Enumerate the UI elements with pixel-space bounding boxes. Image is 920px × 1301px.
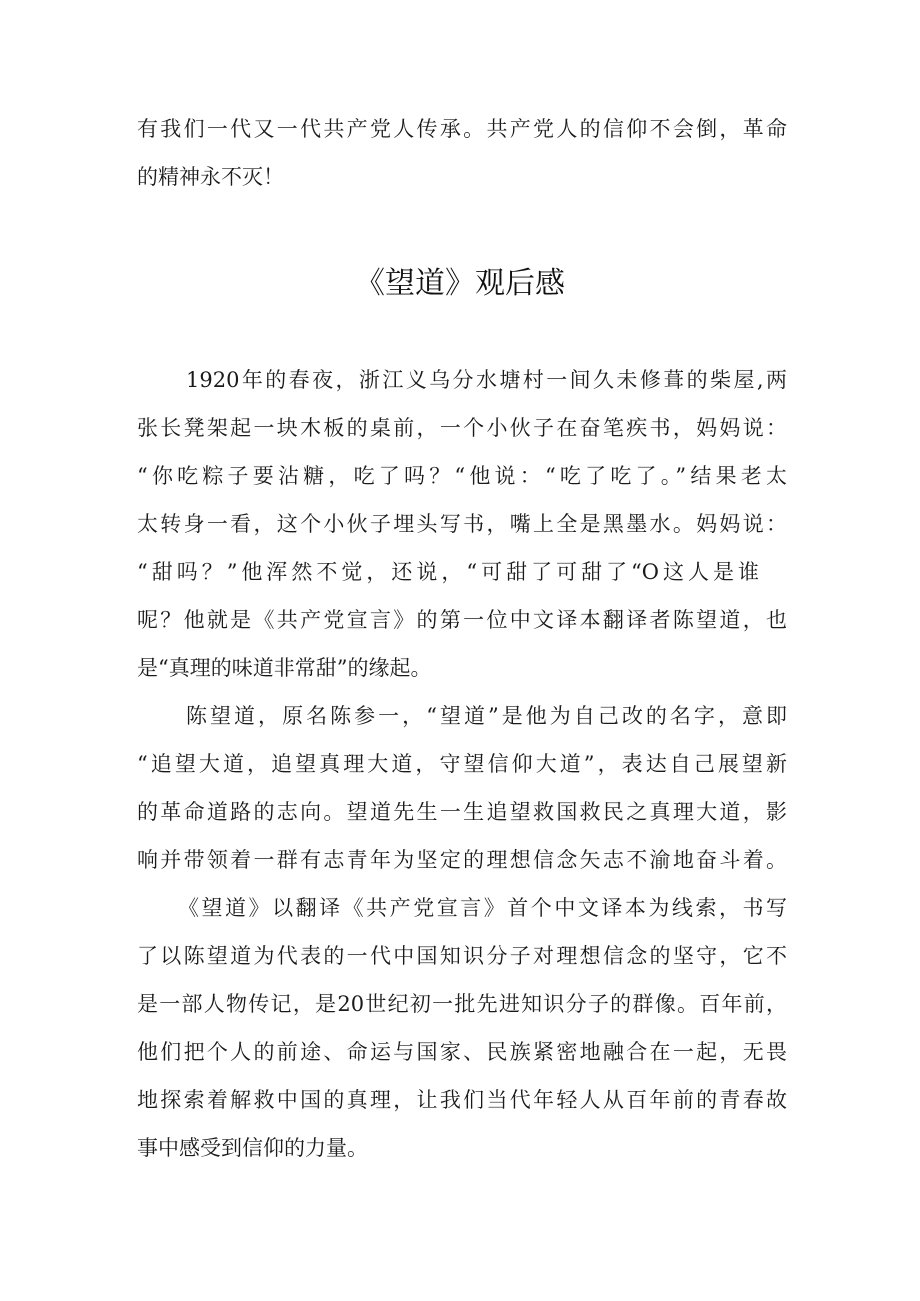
- text-line: 张长凳架起一块木板的桌前，一个小伙子在奋笔疾书，妈妈说：: [137, 416, 787, 440]
- text-line: 响并带领着一群有志青年为坚定的理想信念矢志不渝地奋斗着。: [137, 848, 787, 872]
- text-line: 他们把个人的前途、命运与国家、民族紧密地融合在一起，无畏: [137, 1040, 787, 1064]
- text-line: 陈望道，原名陈参一，“望道”是他为自己改的名字，意即: [186, 704, 787, 728]
- text-line: 《望道》以翻译《共产党宣言》首个中文译本为线索，书写: [178, 896, 787, 920]
- page-title: 《望道》观后感: [355, 266, 565, 301]
- text-line: 事中感受到信仰的力量。: [137, 1136, 368, 1160]
- text-line: “你吃粽子要沾糖，吃了吗？“他说：“吃了吃了。”结果老太: [137, 464, 787, 488]
- text-line: 有我们一代又一代共产党人传承。共产党人的信仰不会倒，革命: [137, 117, 787, 141]
- text-line: 地探索着解救中国的真理，让我们当代年轻人从百年前的青春故: [137, 1088, 787, 1112]
- text-line: 1920年的春夜，浙江义乌分水塘村一间久未修葺的柴屋,两: [186, 368, 787, 392]
- text-line: 是“真理的味道非常甜”的缘起。: [137, 656, 432, 680]
- text-line: 是一部人物传记，是20世纪初一批先进知识分子的群像。百年前，: [137, 992, 787, 1016]
- text-line: “甜吗？”他浑然不觉，还说，“可甜了可甜了“O这人是谁: [137, 560, 759, 584]
- text-line: 呢？他就是《共产党宣言》的第一位中文译本翻译者陈望道，也: [137, 608, 787, 632]
- text-line: 的革命道路的志向。望道先生一生追望救国救民之真理大道，影: [137, 800, 787, 824]
- text-line: “追望大道，追望真理大道，守望信仰大道”，表达自己展望新: [137, 752, 787, 776]
- text-line: 了以陈望道为代表的一代中国知识分子对理想信念的坚守，它不: [137, 944, 787, 968]
- text-line: 的精神永不灭！: [137, 165, 284, 189]
- text-line: 太转身一看，这个小伙子埋头写书，嘴上全是黑墨水。妈妈说：: [137, 512, 787, 536]
